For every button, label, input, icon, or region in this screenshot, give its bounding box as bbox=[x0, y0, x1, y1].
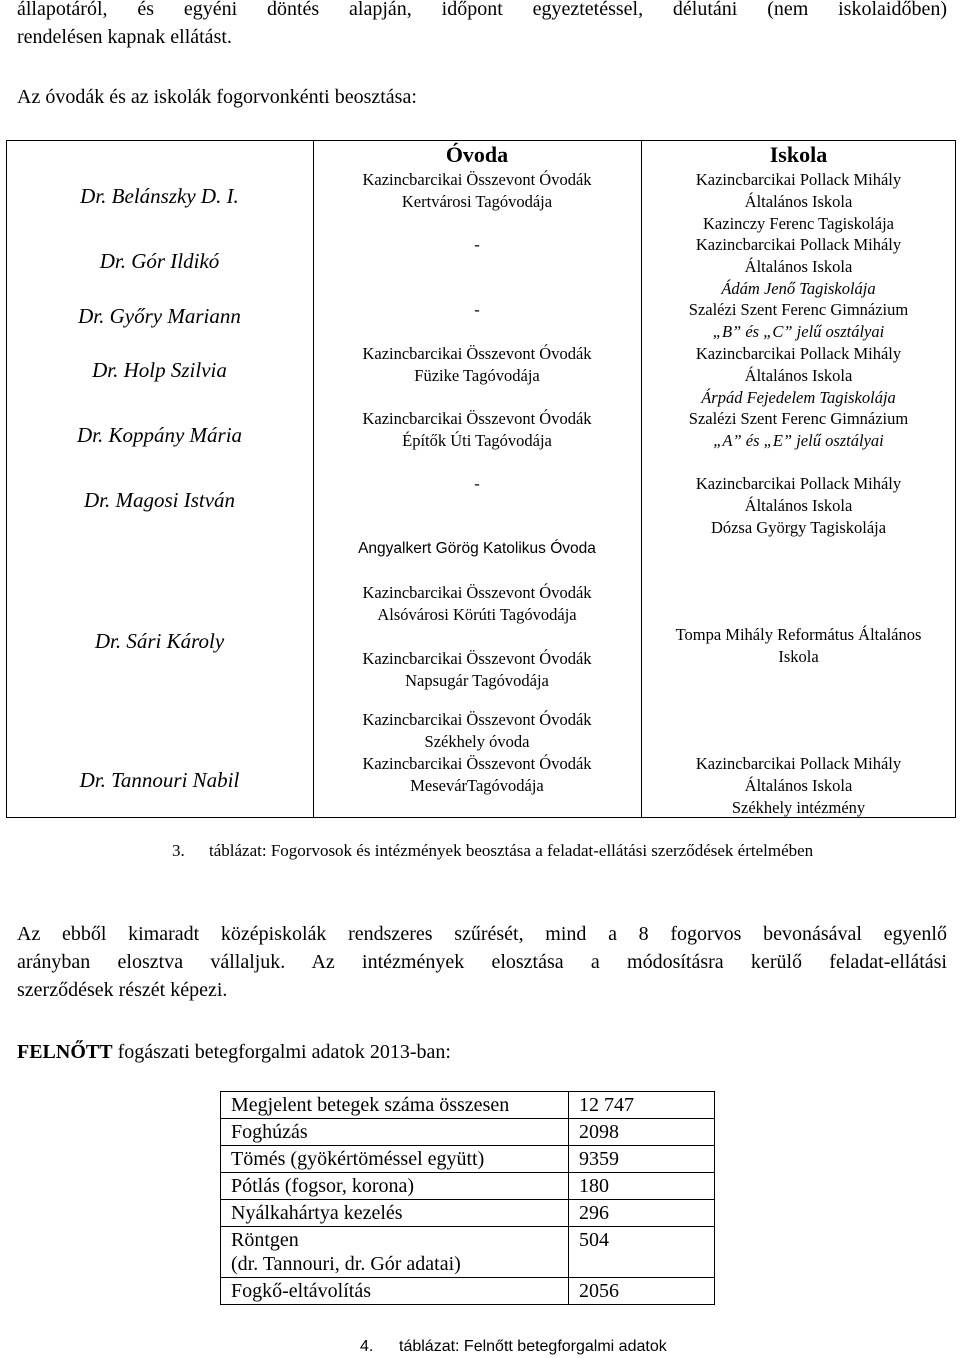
stat-label bbox=[221, 1227, 569, 1278]
ovoda-line: Kazincbarcikai Összevont Óvodák bbox=[362, 409, 592, 428]
intro-paragraph bbox=[17, 0, 947, 51]
ovoda-cell: - bbox=[474, 235, 480, 254]
iskola-line: Kazincbarcikai Pollack Mihály bbox=[695, 170, 902, 189]
doctor-name: Dr. Gór Ildikó bbox=[99, 249, 220, 273]
stat-value: 12 747 bbox=[569, 1092, 715, 1119]
stat-label: Megjelent betegek száma összesen bbox=[221, 1092, 569, 1119]
table-row bbox=[221, 1173, 715, 1200]
table-row bbox=[221, 1200, 715, 1227]
doctor-name: Dr. Belánszky D. I. bbox=[80, 184, 239, 208]
stat-value: 296 bbox=[569, 1200, 715, 1227]
iskola-line: Általános Iskola bbox=[744, 257, 853, 276]
stat-label: Fogkő-eltávolítás bbox=[221, 1278, 569, 1305]
iskola-line: Kazincbarcikai Pollack Mihály bbox=[695, 344, 902, 363]
stat-value: 180 bbox=[569, 1173, 715, 1200]
ovoda-line: Építők Úti Tagóvodája bbox=[402, 431, 552, 450]
iskola-line: Dózsa György Tagiskolája bbox=[710, 518, 887, 537]
body-paragraph bbox=[17, 920, 947, 1004]
table-row bbox=[221, 1146, 715, 1173]
ovoda-cell bbox=[313, 709, 641, 797]
table-caption-number: 3. bbox=[172, 841, 185, 860]
heading-bold: FELNŐTT bbox=[17, 1041, 113, 1063]
stat-label: Pótlás (fogsor, korona) bbox=[221, 1173, 569, 1200]
paragraph-line: Az ebből kimaradt középiskolák rendszeres szűrését, mind a 8 fogorvos bevonásával egyenlő bbox=[17, 923, 947, 945]
ovoda-cell bbox=[313, 408, 641, 452]
ovoda-line: Székhely óvoda bbox=[424, 732, 530, 751]
table-caption: táblázat: Felnőtt betegforgalmi adatok bbox=[399, 1338, 667, 1355]
iskola-line: Általános Iskola bbox=[744, 192, 853, 211]
iskola-line: Szalézi Szent Ferenc Gimnázium bbox=[688, 300, 909, 319]
doctor-name: Dr. Sári Károly bbox=[94, 629, 225, 653]
iskola-line: Kazincbarcikai Pollack Mihály bbox=[695, 754, 902, 773]
stat-label-line: (dr. Tannouri, dr. Gór adatai) bbox=[231, 1253, 461, 1275]
doctor-name: Dr. Holp Szilvia bbox=[92, 358, 227, 382]
table-row bbox=[221, 1227, 715, 1278]
doctor-name: Dr. Győry Mariann bbox=[78, 304, 241, 328]
header-iskola: Iskola bbox=[769, 142, 828, 167]
ovoda-line: Kazincbarcikai Összevont Óvodák bbox=[362, 649, 592, 668]
stat-value: 2098 bbox=[569, 1119, 715, 1146]
table-row bbox=[221, 1092, 715, 1119]
ovoda-cell: - bbox=[474, 300, 480, 319]
iskola-cell bbox=[641, 473, 956, 539]
iskola-line: „B” és „C” jelű osztályai bbox=[712, 322, 885, 341]
iskola-cell bbox=[641, 169, 956, 235]
iskola-line: Iskola bbox=[778, 647, 819, 666]
section-subheading: Az óvodák és az iskolák fogorvonkénti beosztása: bbox=[17, 86, 417, 108]
iskola-line: Ádám Jenő Tagiskolája bbox=[721, 279, 876, 298]
iskola-cell bbox=[641, 624, 956, 668]
ovoda-line: Kazincbarcikai Összevont Óvodák bbox=[362, 583, 592, 602]
iskola-line: Kazincbarcikai Pollack Mihály bbox=[695, 474, 902, 493]
ovoda-cell: Angyalkert Görög Katolikus Óvoda bbox=[358, 540, 596, 557]
iskola-cell bbox=[641, 753, 956, 819]
iskola-cell bbox=[641, 408, 956, 452]
iskola-line: Általános Iskola bbox=[744, 496, 853, 515]
ovoda-line: Napsugár Tagóvodája bbox=[405, 671, 549, 690]
ovoda-cell bbox=[313, 343, 641, 387]
table-caption-number: 4. bbox=[360, 1338, 374, 1355]
table-caption: táblázat: Fogorvosok és intézmények beosztása a feladat-ellátási szerződések értelmében bbox=[209, 841, 814, 860]
table-row bbox=[221, 1278, 715, 1305]
intro-line-2: rendelésen kapnak ellátást. bbox=[17, 26, 232, 48]
stat-label: Tömés (gyökértöméssel együtt) bbox=[221, 1146, 569, 1173]
iskola-line: Általános Iskola bbox=[744, 366, 853, 385]
stat-value: 9359 bbox=[569, 1146, 715, 1173]
iskola-line: Kazinczy Ferenc Tagiskolája bbox=[703, 214, 894, 233]
table-row bbox=[221, 1119, 715, 1146]
ovoda-line: Kazincbarcikai Összevont Óvodák bbox=[362, 710, 592, 729]
ovoda-cell: - bbox=[474, 474, 480, 493]
adult-stats-heading bbox=[17, 1038, 451, 1066]
stat-label: Foghúzás bbox=[221, 1119, 569, 1146]
iskola-line: Általános Iskola bbox=[744, 776, 853, 795]
iskola-line: „A” és „E” jelű osztályai bbox=[713, 431, 884, 450]
ovoda-line: Kertvárosi Tagóvodája bbox=[401, 192, 553, 211]
stat-value: 504 bbox=[569, 1227, 715, 1278]
doctor-name: Dr. Koppány Mária bbox=[76, 423, 243, 447]
iskola-cell bbox=[641, 234, 956, 300]
iskola-line: Szalézi Szent Ferenc Gimnázium bbox=[688, 409, 909, 428]
ovoda-line: Kazincbarcikai Összevont Óvodák bbox=[362, 344, 592, 363]
iskola-line: Tompa Mihály Református Általános bbox=[675, 625, 922, 644]
ovoda-line: Kazincbarcikai Összevont Óvodák bbox=[362, 754, 592, 773]
iskola-cell bbox=[641, 343, 956, 409]
paragraph-line: szerződések részét képezi. bbox=[17, 979, 228, 1001]
doctor-name: Dr. Tannouri Nabil bbox=[79, 768, 240, 792]
ovoda-cell bbox=[313, 169, 641, 213]
heading-rest: fogászati betegforgalmi adatok 2013-ban: bbox=[112, 1041, 451, 1063]
ovoda-line: MesevárTagóvodája bbox=[410, 776, 544, 795]
paragraph-line: arányban elosztva vállaljuk. Az intézmények elosztása a módosításra kerülő feladat-ellátási bbox=[17, 951, 947, 973]
header-ovoda: Óvoda bbox=[445, 142, 509, 167]
ovoda-line: Alsóvárosi Körúti Tagóvodája bbox=[377, 605, 577, 624]
stat-label: Nyálkahártya kezelés bbox=[221, 1200, 569, 1227]
stat-value: 2056 bbox=[569, 1278, 715, 1305]
ovoda-line: Kazincbarcikai Összevont Óvodák bbox=[362, 170, 592, 189]
ovoda-cell bbox=[313, 582, 641, 692]
doctor-name: Dr. Magosi István bbox=[83, 488, 236, 512]
iskola-line: Kazincbarcikai Pollack Mihály bbox=[695, 235, 902, 254]
iskola-line: Árpád Fejedelem Tagiskolája bbox=[701, 388, 896, 407]
stat-label-line: Röntgen bbox=[231, 1229, 299, 1251]
iskola-line: Székhely intézmény bbox=[731, 798, 866, 817]
ovoda-line: Füzike Tagóvodája bbox=[414, 366, 540, 385]
iskola-cell bbox=[641, 299, 956, 343]
intro-line-1: állapotáról, és egyéni döntés alapján, időpont egyeztetéssel, délutáni (nem iskolaidőben) bbox=[17, 0, 947, 20]
adult-stats-table bbox=[220, 1091, 715, 1305]
